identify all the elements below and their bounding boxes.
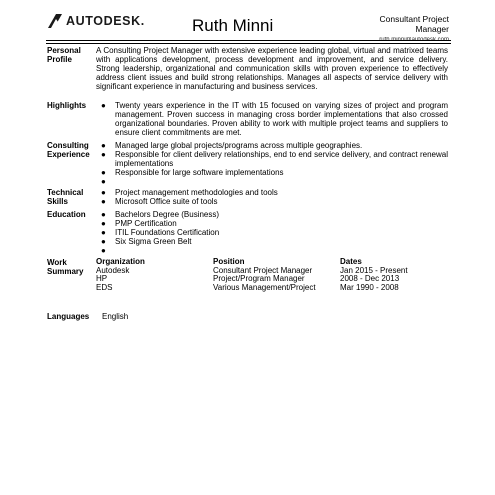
list-item [96,150,448,168]
bullet-icon: ● [101,168,106,177]
list-item [96,228,448,237]
section-label-languages: Languages [47,312,90,321]
organization-cell: Autodesk [96,265,130,275]
bullet-icon: ● [101,219,106,228]
list-item-text: Responsible for large software implementations [115,168,284,177]
section-label-education: Education [47,210,86,219]
dates-cell: 2008 - Dec 2013 [340,274,400,283]
bullet-icon: ● [101,228,106,237]
logo-text: AUTODESK. [66,13,145,28]
list-item-text: Bachelors Degree (Business) [115,210,220,219]
consulting-list [96,141,448,186]
position-cell: Various Management/Project [213,282,316,292]
section-label-highlights: Highlights [47,101,87,110]
list-item [96,219,448,228]
list-item [96,177,448,186]
autodesk-logo-icon [47,13,63,29]
bullet-icon: ● [101,177,106,186]
bullet-icon: ● [101,210,106,219]
section-label-work: Work Summary [47,258,84,276]
organization-cell: EDS [96,282,113,292]
header-rule-bottom [46,43,451,44]
header-rule-top [46,40,451,41]
list-item [96,188,448,197]
position-cell: Project/Program Manager [213,274,305,283]
section-label-consulting: Consulting Experience [47,141,90,159]
list-item [96,246,448,255]
list-item [96,197,448,206]
list-item [96,237,448,246]
list-item-text: PMP Certification [115,219,177,228]
list-item-text: Six Sigma Green Belt [115,237,192,246]
bullet-icon: ● [101,101,106,110]
list-item-text: Managed large global projects/programs across multiple geographies. [115,141,363,150]
autodesk-logo [47,12,145,30]
education-list [96,210,448,255]
bullet-icon: ● [101,197,106,206]
bullet-icon: ● [101,246,106,255]
bullet-icon: ● [101,188,106,197]
column-header-dates: Dates [340,257,362,266]
languages-value: English [102,312,129,321]
list-item-text: Twenty years experience in the IT with 15 focused on varying sizes of project and program management. Proven success in managing cross border implementations that also crossed organizational boundaries. Proven ability to work with multiple project teams and suppliers to ensure client commitments are met. [115,101,448,137]
bullet-icon: ● [101,141,106,150]
dates-cell: Jan 2015 - Present [340,265,408,275]
list-item-text: ITIL Foundations Certification [115,228,220,237]
position-cell: Consultant Project Manager [213,265,313,275]
profile-text: A Consulting Project Manager with extensive experience leading global, virtual and matrixed teams with applications development, process development and improvement, and service delivery. Strong leadership, organizational and communication skills with proven experience to effectively address client issues and build strong relationships. Manages all aspects of service delivery with significant experience in manufacturing and business services. [96,46,448,91]
list-item [96,141,448,150]
bullet-icon: ● [101,150,106,159]
work-summary-table [96,258,448,292]
highlights-list [96,101,448,137]
candidate-email: ruth.minni@autodesk.com [379,37,449,41]
candidate-title: Consultant Project Manager [379,14,449,34]
organization-cell: HP [96,274,108,283]
list-item [96,210,448,219]
list-item-text: Responsible for client delivery relationships, end to end service delivery, and contract renewal implementations [115,150,448,168]
list-item-text: Project management methodologies and tools [115,188,278,197]
section-label-profile: Personal Profile [47,46,81,64]
table-row [96,284,448,293]
section-label-technical: Technical Skills [47,188,84,206]
column-header-organization: Organization [96,257,145,266]
dates-cell: Mar 1990 - 2008 [340,282,399,292]
column-header-position: Position [213,257,245,266]
list-item [96,101,448,137]
candidate-name: Ruth Minni [192,16,274,35]
list-item [96,168,448,177]
list-item-text: Microsoft Office suite of tools [115,197,218,206]
bullet-icon: ● [101,237,106,246]
technical-list [96,188,448,206]
